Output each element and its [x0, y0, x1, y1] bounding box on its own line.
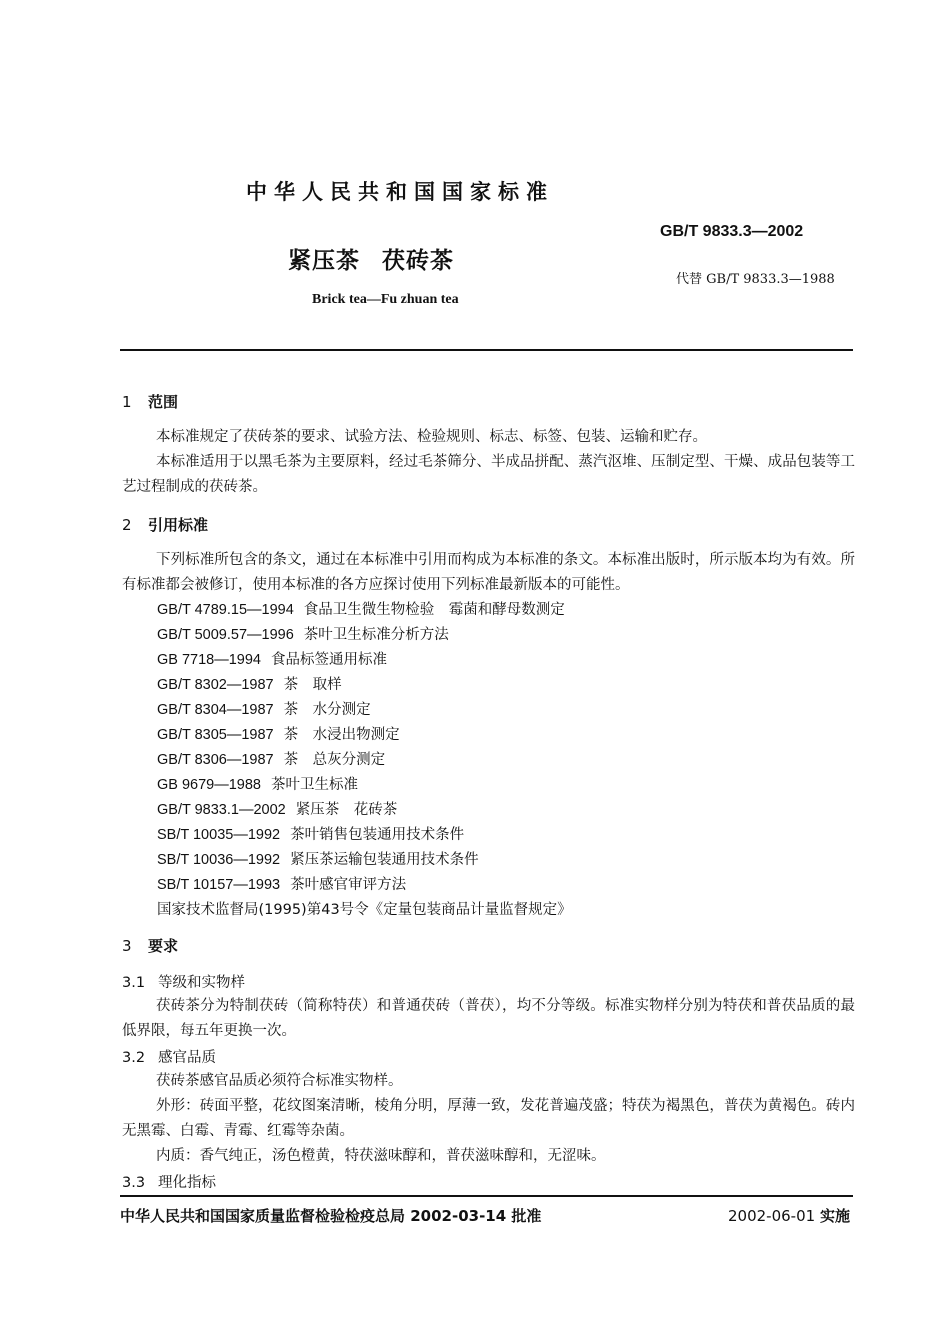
- reference-title: 紧压茶 花砖茶: [295, 802, 398, 818]
- document-title-part-a: 紧压茶: [288, 248, 360, 274]
- reference-title: 茶叶销售包装通用技术条件: [290, 827, 465, 843]
- footer-divider: [120, 1195, 853, 1197]
- reference-item: [157, 848, 479, 869]
- reference-title: 食品标签通用标准: [271, 652, 387, 668]
- reference-code: GB/T 8302—1987: [157, 677, 274, 693]
- reference-title: 茶叶卫生标准分析方法: [303, 627, 449, 643]
- replaces-standard: 代替 GB/T 9833.3—1988: [676, 272, 835, 287]
- reference-title: 茶 取样: [283, 677, 342, 693]
- section-3-1-heading: [122, 971, 245, 992]
- section-3-2-title: 感官品质: [158, 1050, 216, 1066]
- reference-code: GB/T 8305—1987: [157, 727, 274, 743]
- section-2-paragraph-1: 下列标准所包含的条文，通过在本标准中引用而构成为本标准的条文。本标准出版时，所示版本均为有效。所有标准都会被修订，使用本标准的各方应探讨使用下列标准最新版本的可能性。: [122, 552, 855, 593]
- section-1-paragraph-1: 本标准规定了茯砖茶的要求、试验方法、检验规则、标志、标签、包装、运输和贮存。: [156, 429, 707, 445]
- section-1-number: 1: [122, 393, 132, 411]
- reference-code: SB/T 10036—1992: [157, 852, 281, 868]
- standard-number: GB/T 9833.3—2002: [660, 223, 804, 240]
- footer-implementation-label: 实施: [819, 1207, 850, 1225]
- reference-item: [157, 873, 406, 894]
- national-standard-title: 中华人民共和国国家标准: [246, 180, 554, 204]
- section-3-1-number: 3.1: [122, 975, 146, 991]
- section-2-title: 引用标准: [148, 516, 209, 534]
- reference-item: [157, 798, 397, 819]
- section-3-2-heading: [122, 1046, 216, 1067]
- reference-code: GB/T 9833.1—2002: [157, 802, 286, 818]
- footer-approval: 中华人民共和国国家质量监督检验检疫总局 2002-03-14 批准: [120, 1207, 542, 1225]
- document-title-part-b: 茯砖茶: [382, 248, 454, 274]
- footer-implementation-date: 2002-06-01: [728, 1207, 816, 1225]
- section-3-3-number: 3.3: [122, 1175, 146, 1191]
- reference-code: GB 7718—1994: [157, 652, 261, 668]
- reference-code: GB/T 8304—1987: [157, 702, 274, 718]
- section-3-1-paragraph-1: 茯砖茶分为特制茯砖（简称特茯）和普通茯砖（普茯），均不分等级。标准实物样分别为特茯和普茯品质的最低界限，每五年更换一次。: [122, 998, 855, 1039]
- section-1-paragraph-2: 本标准适用于以黑毛茶为主要原料，经过毛茶筛分、半成品拼配、蒸汽沤堆、压制定型、干燥、成品包装等工艺过程制成的茯砖茶。: [122, 454, 855, 495]
- reference-item: [157, 648, 387, 669]
- reference-code: GB/T 4789.15—1994: [157, 602, 294, 618]
- section-3-3-heading: [122, 1171, 216, 1192]
- reference-decree: 国家技术监督局(1995)第43号令《定量包装商品计量监督规定》: [157, 902, 572, 918]
- reference-item: [157, 673, 342, 694]
- section-3-heading: [122, 935, 178, 956]
- reference-code: SB/T 10157—1993: [157, 877, 281, 893]
- reference-title: 茶 总灰分测定: [283, 752, 386, 768]
- reference-title: 茶 水浸出物测定: [283, 727, 400, 743]
- document-title: [288, 242, 454, 275]
- section-2-heading: [122, 514, 208, 535]
- reference-item: [157, 723, 400, 744]
- footer-implementation: [728, 1205, 850, 1226]
- reference-item: [157, 823, 464, 844]
- reference-title: 茶 水分测定: [283, 702, 371, 718]
- section-3-3-title: 理化指标: [158, 1175, 216, 1191]
- section-3-2-paragraph-3: 内质：香气纯正，汤色橙黄，特茯滋味醇和，普茯滋味醇和，无涩味。: [156, 1148, 606, 1164]
- reference-item: [157, 698, 371, 719]
- reference-title: 茶叶感官审评方法: [290, 877, 407, 893]
- reference-code: GB 9679—1988: [157, 777, 261, 793]
- reference-title: 紧压茶运输包装通用技术条件: [290, 852, 479, 868]
- section-3-2-paragraph-2: 外形：砖面平整，花纹图案清晰，棱角分明，厚薄一致，发花普遍茂盛；特茯为褐黑色，普茯为黄褐色。砖内无黑霉、白霉、青霉、红霉等杂菌。: [122, 1098, 855, 1139]
- section-3-1-title: 等级和实物样: [158, 975, 245, 991]
- reference-code: GB/T 5009.57—1996: [157, 627, 294, 643]
- section-1-title: 范围: [148, 393, 179, 411]
- section-3-2-paragraph-1: 茯砖茶感官品质必须符合标准实物样。: [156, 1073, 403, 1089]
- reference-code: SB/T 10035—1992: [157, 827, 281, 843]
- reference-title: 食品卫生微生物检验 霉菌和酵母数测定: [303, 602, 565, 618]
- section-3-2-number: 3.2: [122, 1050, 146, 1066]
- reference-code: GB/T 8306—1987: [157, 752, 274, 768]
- section-1-heading: [122, 391, 178, 412]
- reference-item: [157, 623, 449, 644]
- reference-item: [157, 598, 565, 619]
- reference-item: [157, 748, 385, 769]
- section-3-number: 3: [122, 937, 132, 955]
- header-divider: [120, 349, 853, 351]
- section-3-title: 要求: [148, 937, 179, 955]
- reference-item: [157, 773, 358, 794]
- reference-title: 茶叶卫生标准: [271, 777, 358, 793]
- section-2-number: 2: [122, 516, 132, 534]
- english-title: Brick tea—Fu zhuan tea: [312, 292, 459, 307]
